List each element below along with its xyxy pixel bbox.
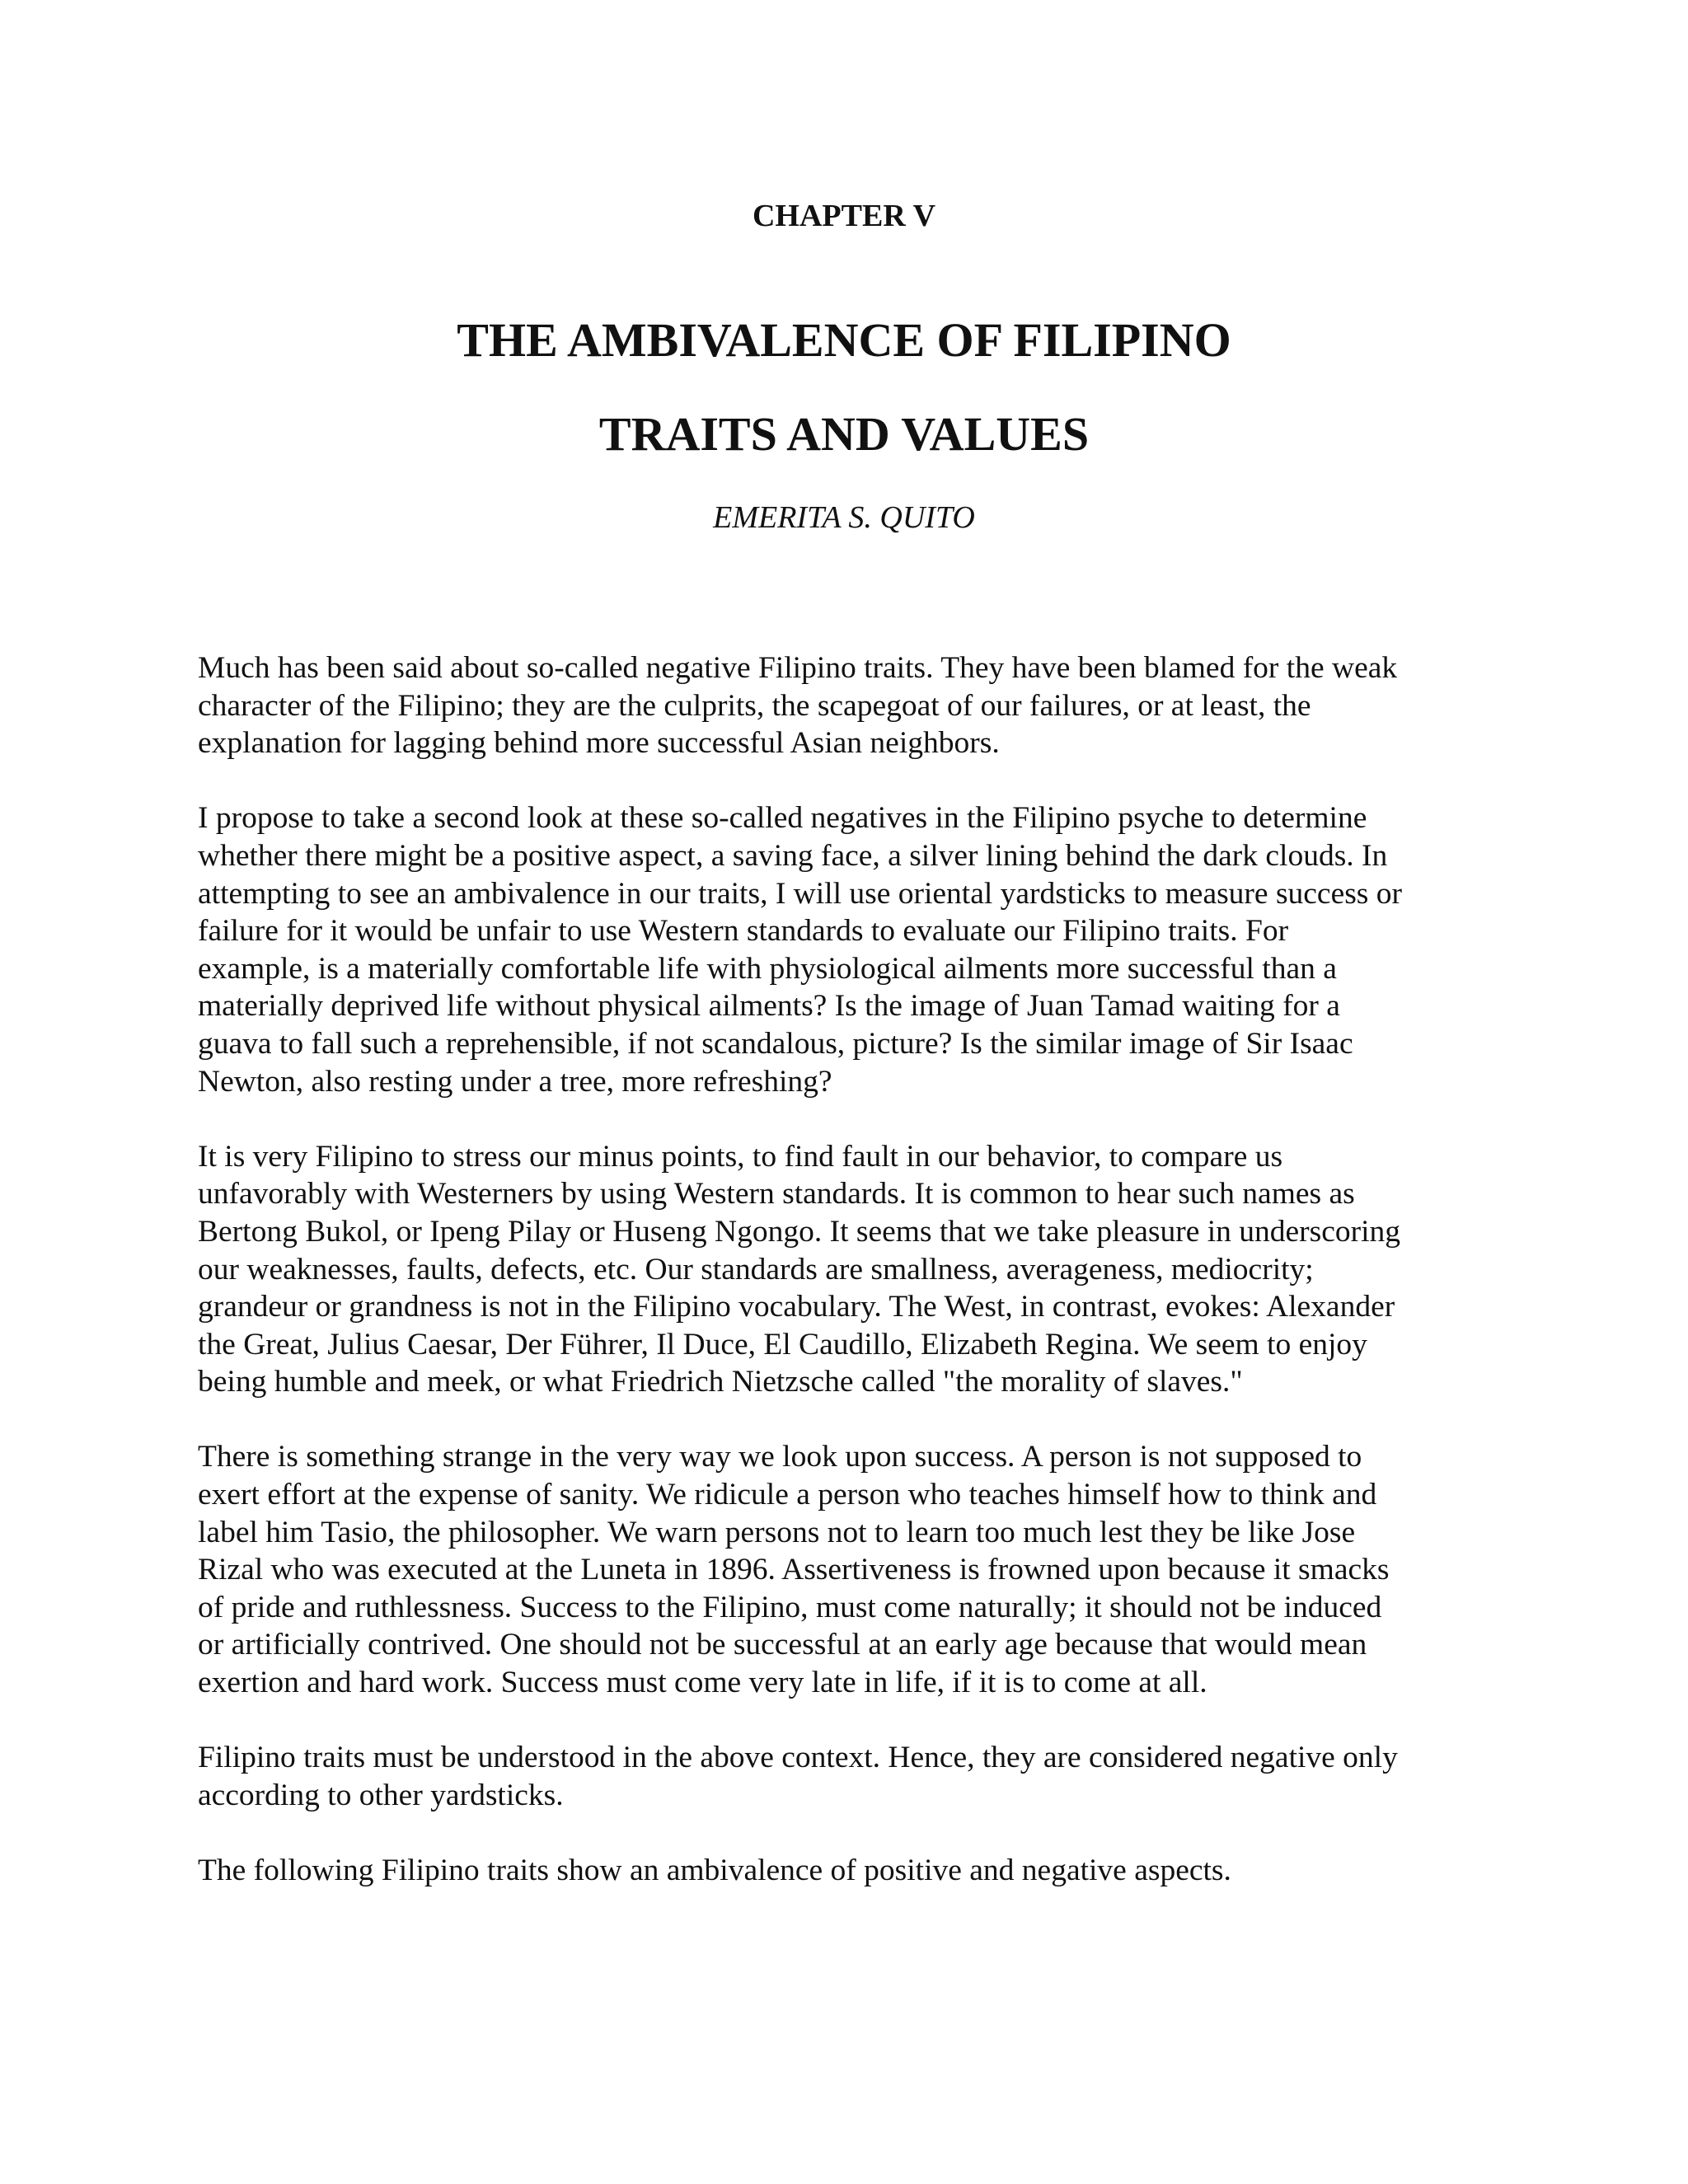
paragraph-3 <box>198 1138 1508 1401</box>
author-name: EMERITA S. QUITO <box>713 500 975 535</box>
paragraph-5 <box>198 1739 1508 1814</box>
text-line: explanation for lagging behind more successful Asian neighbors. <box>198 726 1000 761</box>
paragraph-6 <box>198 1852 1508 1890</box>
paragraph-2 <box>198 799 1508 1100</box>
chapter-label: CHAPTER V <box>752 199 936 233</box>
text-line: whether there might be a positive aspect, a saving face, a silver lining behind the dark clouds. In <box>198 838 1388 873</box>
text-line: There is something strange in the very way we look upon success. A person is not supposed to <box>198 1440 1362 1474</box>
title-line-1: THE AMBIVALENCE OF FILIPINO <box>457 313 1231 367</box>
text-line: The following Filipino traits show an ambivalence of positive and negative aspects. <box>198 1854 1231 1887</box>
body-text <box>198 649 1508 1927</box>
paragraph-1 <box>198 649 1508 762</box>
text-line: I propose to take a second look at these so-called negatives in the Filipino psyche to determine <box>198 801 1367 836</box>
text-line: guava to fall such a reprehensible, if not scandalous, picture? Is the similar image of Sir Isaac <box>198 1026 1353 1061</box>
text-line: materially deprived life without physical ailments? Is the image of Juan Tamad waiting for a <box>198 989 1340 1024</box>
text-line: attempting to see an ambivalence in our traits, I will use oriental yardsticks to measure success or <box>198 876 1403 911</box>
text-line: It is very Filipino to stress our minus points, to find fault in our behavior, to compare us <box>198 1139 1283 1174</box>
text-line: Newton, also resting under a tree, more refreshing? <box>198 1064 832 1099</box>
text-line: Filipino traits must be understood in the above context. Hence, they are considered negative only <box>198 1741 1398 1775</box>
text-line: exertion and hard work. Success must come very late in life, if it is to come at all. <box>198 1666 1207 1700</box>
text-line: failure for it would be unfair to use Western standards to evaluate our Filipino traits. For <box>198 914 1289 949</box>
text-line: Bertong Bukol, or Ipeng Pilay or Huseng Ngongo. It seems that we take pleasure in underscoring <box>198 1214 1401 1249</box>
text-line: Rizal who was executed at the Luneta in 1896. Assertiveness is frowned upon because it smacks <box>198 1553 1390 1587</box>
text-line: exert effort at the expense of sanity. We ridicule a person who teaches himself how to think and <box>198 1478 1377 1512</box>
text-line: or artificially contrived. One should not be successful at an early age because that would mean <box>198 1628 1367 1662</box>
paragraph-4 <box>198 1438 1508 1701</box>
title-line-2: TRAITS AND VALUES <box>598 407 1090 461</box>
text-line: Much has been said about so-called negative Filipino traits. They have been blamed for the weak <box>198 651 1398 685</box>
text-line: of pride and ruthlessness. Success to the Filipino, must come naturally; it should not be induced <box>198 1590 1382 1624</box>
text-line: character of the Filipino; they are the culprits, the scapegoat of our failures, or at least, the <box>198 688 1311 723</box>
text-line: according to other yardsticks. <box>198 1778 564 1812</box>
text-line: label him Tasio, the philosopher. We warn persons not to learn too much lest they be like Jose <box>198 1515 1356 1549</box>
text-line: the Great, Julius Caesar, Der Führer, Il Duce, El Caudillo, Elizabeth Regina. We seem to enjoy <box>198 1327 1367 1361</box>
text-line: unfavorably with Westerners by using Western standards. It is common to hear such names as <box>198 1177 1355 1212</box>
text-line: example, is a materially comfortable life with physiological ailments more successful than a <box>198 951 1337 986</box>
text-line: being humble and meek, or what Friedrich Nietzsche called "the morality of slaves." <box>198 1365 1243 1399</box>
text-line: our weaknesses, faults, defects, etc. Our standards are smallness, averageness, mediocrity; <box>198 1252 1314 1286</box>
text-line: grandeur or grandness is not in the Filipino vocabulary. The West, in contrast, evokes: Alexander <box>198 1290 1395 1324</box>
